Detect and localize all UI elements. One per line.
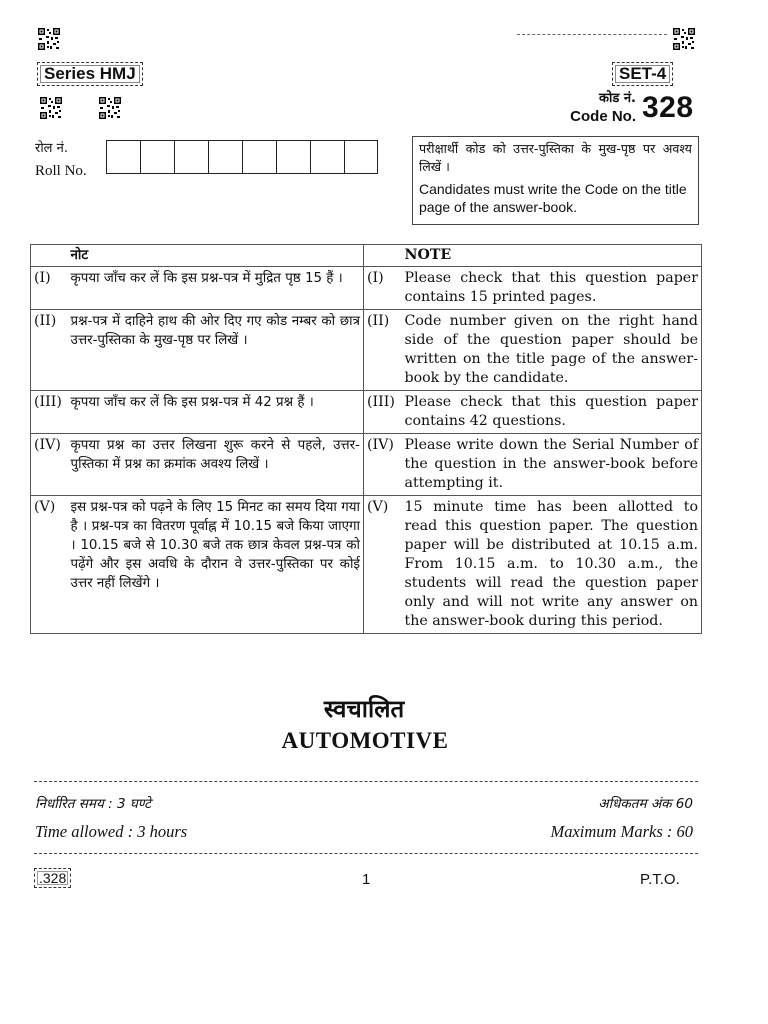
table-row: [31, 267, 702, 310]
roll-label-hindi: रोल नं.: [35, 141, 68, 156]
separator: [34, 853, 698, 854]
row-number: (V): [364, 496, 402, 634]
code-number: 328: [642, 91, 694, 124]
max-marks-english: Maximum Marks : 60: [550, 822, 693, 841]
roll-digit-box[interactable]: [140, 140, 174, 174]
instructions-table: [30, 244, 702, 634]
max-marks-hindi: अधिकतम अंक 60: [598, 796, 693, 812]
table-header-row: [31, 245, 702, 267]
code-label: [556, 91, 636, 127]
note-english: Please check that this question paper contains 15 printed pages.: [402, 267, 702, 310]
roll-label-english: Roll No.: [35, 163, 87, 179]
roll-label: [35, 138, 87, 182]
qr-code-icon: [99, 97, 121, 119]
qr-code-icon: [38, 28, 60, 50]
roll-digit-box[interactable]: [106, 140, 140, 174]
row-number: (I): [364, 267, 402, 310]
subject-title-hindi: स्वचालित: [323, 695, 405, 723]
note-english: Code number given on the right hand side of the question paper should be written on the title page of the answer-book by the candidate.: [402, 310, 702, 391]
header-dashed-rule: [517, 34, 667, 35]
roll-digit-box[interactable]: [174, 140, 208, 174]
note-hindi: कृपया जाँच कर लें कि इस प्रश्न-पत्र में 42 प्रश्न हैं ।: [68, 391, 364, 434]
notice-english: Candidates must write the Code on the title page of the answer-book.: [419, 181, 687, 215]
table-row: [31, 496, 702, 634]
qr-code-icon: [673, 28, 695, 50]
subject-title-english: AUTOMOTIVE: [281, 728, 449, 753]
time-allowed-hindi: निर्धारित समय : 3 घण्टे: [35, 796, 151, 812]
roll-digit-box[interactable]: [310, 140, 344, 174]
row-number: (III): [364, 391, 402, 434]
roll-digit-box[interactable]: [208, 140, 242, 174]
row-number: (V): [31, 496, 68, 634]
note-english: Please check that this question paper contains 42 questions.: [402, 391, 702, 434]
row-number: (I): [31, 267, 68, 310]
note-heading-english: NOTE: [402, 245, 702, 267]
series-label: Series HMJ: [37, 62, 143, 86]
note-english: Please write down the Serial Number of the question in the answer-book before attempting it.: [402, 434, 702, 496]
code-label-english: Code No.: [570, 108, 636, 125]
note-heading-hindi: नोट: [68, 245, 364, 267]
page-number: 1: [362, 871, 371, 888]
row-number: (II): [364, 310, 402, 391]
code-label-hindi: कोड नं.: [599, 91, 636, 106]
note-hindi: इस प्रश्न-पत्र को पढ़ने के लिए 15 मिनट का समय दिया गया है । प्रश्न-पत्र का वितरण पूर्वाह्न में 10.15 बजे किया जाएगा । 10.15 बजे से 10.30 बजे तक छात्र केवल प्रश्न-पत्र को पढ़ेंगे और इस अवधि के दौरान वे उत्तर-पुस्तिका पर कोई उत्तर नहीं लिखेंगे ।: [68, 496, 364, 634]
row-number: (IV): [364, 434, 402, 496]
qr-code-icon: [40, 97, 62, 119]
table-row: [31, 391, 702, 434]
separator: [34, 781, 698, 782]
row-number: (III): [31, 391, 68, 434]
roll-digit-box[interactable]: [276, 140, 310, 174]
roll-digit-box[interactable]: [242, 140, 276, 174]
pto-label: P.T.O.: [640, 871, 680, 888]
roll-digit-box[interactable]: [344, 140, 378, 174]
table-row: [31, 434, 702, 496]
row-number: (II): [31, 310, 68, 391]
note-hindi: प्रश्न-पत्र में दाहिने हाथ की ओर दिए गए कोड नम्बर को छात्र उत्तर-पुस्तिका के मुख-पृष्ठ पर लिखें ।: [68, 310, 364, 391]
table-row: [31, 310, 702, 391]
row-number: (IV): [31, 434, 68, 496]
note-english: 15 minute time has been allotted to read this question paper. The question paper will be distributed at 10.15 a.m. From 10.15 a.m. to 10.30 a.m., the students will read the question paper only and will not write any answer on the answer-book during this period.: [402, 496, 702, 634]
set-label: SET-4: [612, 62, 673, 86]
candidate-notice: [412, 136, 699, 225]
footer-code: .328: [34, 868, 71, 888]
roll-number-boxes[interactable]: [106, 140, 378, 174]
note-hindi: कृपया प्रश्न का उत्तर लिखना शुरू करने से पहले, उत्तर-पुस्तिका में प्रश्न का क्रमांक अवश्य लिखें ।: [68, 434, 364, 496]
note-hindi: कृपया जाँच कर लें कि इस प्रश्न-पत्र में मुद्रित पृष्ठ 15 हैं ।: [68, 267, 364, 310]
time-allowed-english: Time allowed : 3 hours: [35, 822, 188, 841]
notice-hindi: परीक्षार्थी कोड को उत्तर-पुस्तिका के मुख-पृष्ठ पर अवश्य लिखें ।: [419, 141, 692, 174]
